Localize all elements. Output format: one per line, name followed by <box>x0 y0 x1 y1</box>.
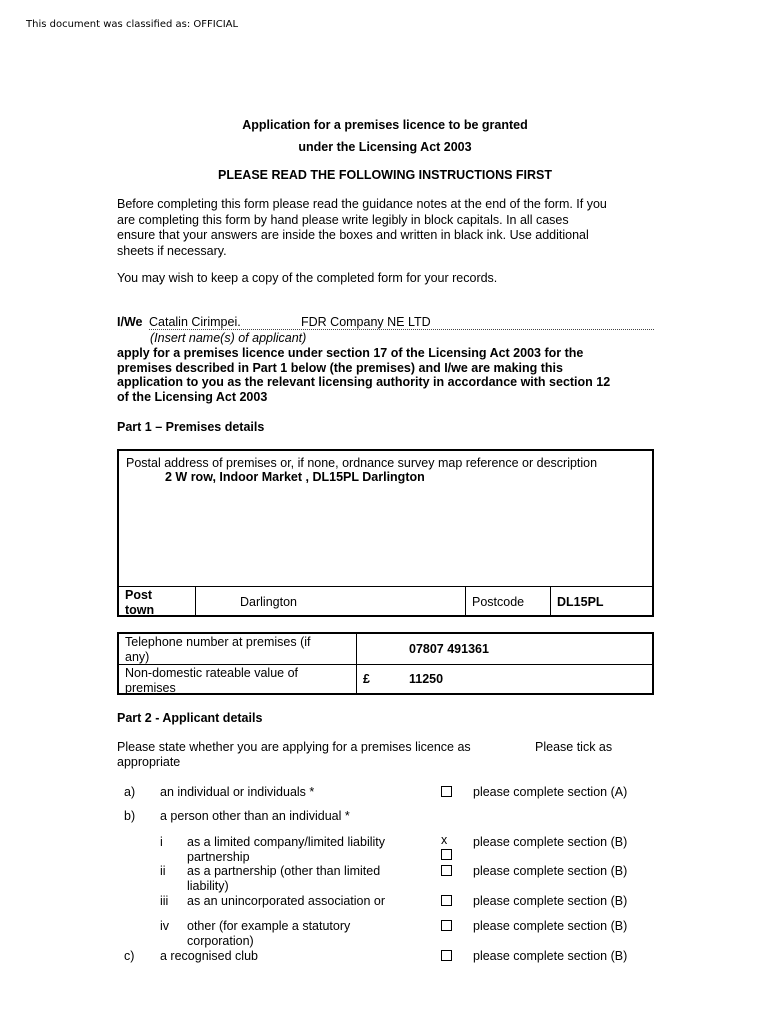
telephone-row <box>119 634 652 665</box>
instructions-paragraph: Before completing this form please read the guidance notes at the end of the form. If you are completing this form by hand please write legibly in block capitals. In all cases ensure that your answers are inside the boxes and written in black ink. Use additional sheets if necessary. <box>117 197 607 258</box>
rateable-row <box>119 665 652 695</box>
iwe-label: I/We <box>117 315 143 329</box>
option-b-iii-checkbox[interactable] <box>441 895 452 906</box>
option-a-letter: a) <box>124 785 136 799</box>
telephone-divider <box>356 634 357 664</box>
post-town-row <box>119 586 652 615</box>
address-label: Postal address of premises or, if none, ordnance survey map reference or description <box>126 456 598 470</box>
option-b-letter: b) <box>124 809 136 823</box>
option-b-iv-checkbox[interactable] <box>441 920 452 931</box>
applicant-name-2: FDR Company NE LTD <box>301 315 431 329</box>
option-b-i-numeral: i <box>160 835 163 849</box>
option-b-text: a person other than an individual * <box>160 809 350 823</box>
option-c-action: please complete section (B) <box>473 949 628 963</box>
postcode-value: DL15PL <box>557 595 604 609</box>
option-b-iv-text: other (for example a statutory corporation) <box>187 919 351 948</box>
option-b-iv-numeral: iv <box>160 919 170 933</box>
rateable-divider <box>356 665 357 695</box>
classification-label: This document was classified as: OFFICIAL <box>26 19 239 30</box>
part2-heading: Part 2 - Applicant details <box>117 711 263 725</box>
option-c-letter: c) <box>124 949 135 963</box>
applicant-type-question: Please state whether you are applying for a premises licence as appropriate <box>117 740 471 769</box>
option-a-action: please complete section (A) <box>473 785 628 799</box>
form-subtitle: under the Licensing Act 2003 <box>298 140 472 154</box>
tick-hint: Please tick as <box>535 740 613 754</box>
option-b-ii-numeral: ii <box>160 864 166 878</box>
option-b-iii-action: please complete section (B) <box>473 894 628 908</box>
option-c-checkbox[interactable] <box>441 950 452 961</box>
post-town-field[interactable] <box>196 587 466 615</box>
option-a-text: an individual or individuals * <box>160 785 315 799</box>
keep-copy-note: You may wish to keep a copy of the completed form for your records. <box>117 271 498 285</box>
instructions-heading: PLEASE READ THE FOLLOWING INSTRUCTIONS FIRST <box>217 168 553 182</box>
option-b-ii-checkbox[interactable] <box>441 865 452 876</box>
address-value[interactable]: 2 W row, Indoor Market , DL15PL Darlington <box>165 470 425 484</box>
option-b-ii-action: please complete section (B) <box>473 864 628 878</box>
rateable-label: Non-domestic rateable value of premises <box>125 666 299 695</box>
telephone-value[interactable]: 07807 491361 <box>409 642 489 656</box>
premises-address-box <box>117 449 654 617</box>
form-title: Application for a premises licence to be granted <box>242 118 528 132</box>
option-b-i-checkbox[interactable] <box>441 849 452 860</box>
insert-name-hint: (Insert name(s) of applicant) <box>150 331 307 345</box>
postcode-label: Postcode <box>472 595 525 609</box>
telephone-rateable-table <box>117 632 654 695</box>
option-b-iii-numeral: iii <box>160 894 169 908</box>
post-town-value: Darlington <box>240 595 297 609</box>
postcode-field[interactable] <box>551 587 652 615</box>
rateable-value[interactable]: 11250 <box>409 672 444 686</box>
telephone-label: Telephone number at premises (if any) <box>125 635 311 664</box>
option-b-iii-text: as an unincorporated association or <box>187 894 386 908</box>
currency-symbol: £ <box>363 672 370 686</box>
option-b-i-mark: x <box>441 833 448 847</box>
option-a-checkbox[interactable] <box>441 786 452 797</box>
option-b-i-text: as a limited company/limited liability partnership <box>187 835 385 864</box>
applicant-name-1: Catalin Cirimpei. <box>149 315 241 329</box>
apply-statement: apply for a premises licence under section 17 of the Licensing Act 2003 for the premises described in Part 1 below (the premises) and I/we are making this application to you as the relevant licensing authority in accordance with section 12 of the Licensing Act 2003 <box>117 346 611 404</box>
part1-heading: Part 1 – Premises details <box>117 420 265 434</box>
applicant-name-row <box>117 315 654 331</box>
option-b-ii-text: as a partnership (other than limited liability) <box>187 864 381 893</box>
option-b-iv-action: please complete section (B) <box>473 919 628 933</box>
option-c-text: a recognised club <box>160 949 258 963</box>
post-town-label-cell: Post town <box>119 587 196 615</box>
postcode-label-cell <box>466 587 551 615</box>
option-b-i-action: please complete section (B) <box>473 835 628 849</box>
